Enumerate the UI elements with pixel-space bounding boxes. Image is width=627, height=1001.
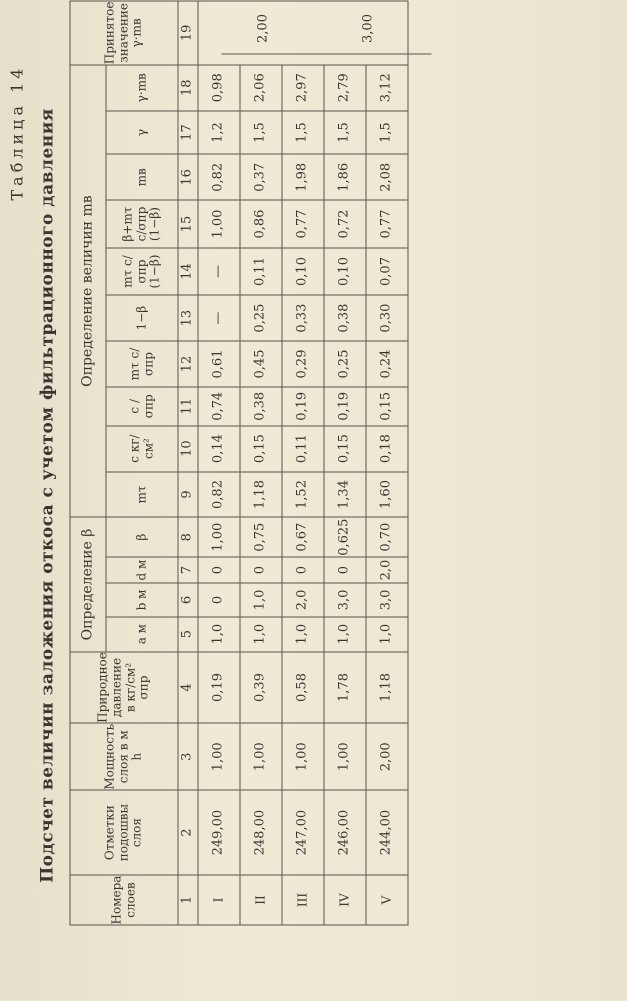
header-pressure-b: в кг/см² σпр: [123, 662, 151, 713]
cell-elevation: 244,00: [366, 790, 408, 875]
cell-d: 0: [324, 557, 366, 583]
header-gamma: γ: [106, 111, 178, 155]
cell-thickness: 1,00: [324, 723, 366, 790]
col-number: 16: [178, 154, 198, 200]
cell-product: 0,11: [240, 248, 282, 295]
cell-product: 0,07: [366, 248, 408, 295]
header-a: a м: [106, 617, 178, 652]
cell-a: 1,0: [282, 617, 324, 652]
col-number: 3: [178, 723, 198, 790]
table-label: Таблица 14: [7, 64, 27, 201]
header-group-row: [70, 1, 106, 925]
header-mt-c-sigma: mτ c/σпр: [106, 341, 178, 387]
col-number: 4: [178, 652, 198, 724]
col-number: 5: [178, 617, 198, 652]
group-m: Определение величин mв: [70, 65, 106, 518]
cell-mt-c-sigma: 0,45: [240, 341, 282, 387]
col-number: 2: [178, 790, 198, 875]
cell-one-minus-beta: 0,38: [324, 295, 366, 341]
col-number: 13: [178, 295, 198, 341]
cell-product: 0,10: [282, 248, 324, 295]
header-product: mτ c/σпр (1−β): [106, 248, 178, 295]
cell-mt: 1,60: [366, 472, 408, 518]
table-title: Подсчет величин заложения откоса с учетом фильтрационного давления: [37, 108, 58, 883]
cell-one-minus-beta: 0,25: [240, 295, 282, 341]
cell-c: 0,14: [198, 426, 240, 472]
rotated-page: [0, 1, 627, 1001]
cell-mt: 1,18: [240, 472, 282, 518]
cell-gamma: 1,5: [282, 111, 324, 155]
col-number: 8: [178, 517, 198, 557]
cell-pressure: 1,18: [366, 652, 408, 724]
cell-mt-c-sigma: 0,24: [366, 341, 408, 387]
table-row: [240, 1, 282, 925]
cell-d: 0: [198, 557, 240, 583]
cell-a: 1,0: [198, 617, 240, 652]
cell-mt: 1,52: [282, 472, 324, 518]
cell-mt-c-sigma: 0,25: [324, 341, 366, 387]
layer-number: III: [282, 875, 324, 925]
cell-thickness: 1,00: [240, 723, 282, 790]
cell-gamma: 1,5: [366, 111, 408, 155]
header-d: d м: [106, 557, 178, 583]
col-number: 7: [178, 557, 198, 583]
cell-gamma-mv: 3,12: [366, 65, 408, 111]
header-pressure-a: Природное давление: [95, 652, 124, 723]
cell-mv: 1,98: [282, 154, 324, 200]
cell-c-sigma: 0,19: [324, 387, 366, 426]
cell-elevation: 247,00: [282, 790, 324, 875]
cell-mv: 0,82: [198, 154, 240, 200]
cell-thickness: 2,00: [366, 723, 408, 790]
cell-d: 2,0: [366, 557, 408, 583]
header-gamma-mv: γ·mв: [106, 65, 178, 111]
cell-sum: 0,72: [324, 200, 366, 248]
cell-elevation: 249,00: [198, 790, 240, 875]
cell-b: 1,0: [240, 583, 282, 616]
cell-sum: 1,00: [198, 200, 240, 248]
cell-pressure: 0,39: [240, 652, 282, 724]
header-accepted-b: γ·mв: [129, 18, 144, 48]
cell-gamma-mv: 0,98: [198, 65, 240, 111]
cell-thickness: 1,00: [198, 723, 240, 790]
cell-b: 3,0: [324, 583, 366, 616]
cell-product: —: [198, 248, 240, 295]
cell-a: 1,0: [240, 617, 282, 652]
cell-mv: 2,08: [366, 154, 408, 200]
header-c-sigma: c / σпр: [106, 387, 178, 426]
header-sum: β+mτ c/σпр (1−β): [106, 200, 178, 248]
cell-product: 0,10: [324, 248, 366, 295]
cell-b: 0: [198, 583, 240, 616]
header-c: c кг/см²: [106, 426, 178, 472]
header-elevation: Отметки подошвы слоя: [70, 790, 178, 875]
cell-sum: 0,77: [366, 200, 408, 248]
cell-gamma-mv: 2,06: [240, 65, 282, 111]
header-one-minus-beta: 1−β: [106, 295, 178, 341]
col-number: 15: [178, 200, 198, 248]
data-table: [70, 1, 409, 926]
header-mv: mв: [106, 154, 178, 200]
header-layer-number: Номера слоев: [70, 875, 178, 925]
col-number: 12: [178, 341, 198, 387]
cell-pressure: 0,19: [198, 652, 240, 724]
cell-c: 0,18: [366, 426, 408, 472]
column-number-row: [178, 1, 198, 925]
cell-b: 3,0: [366, 583, 408, 616]
cell-elevation: 248,00: [240, 790, 282, 875]
col-number: 11: [178, 387, 198, 426]
col-number: 6: [178, 583, 198, 616]
layer-number: IV: [324, 875, 366, 925]
header-thickness-a: Мощность слоя в м: [102, 723, 131, 790]
cell-d: 0: [282, 557, 324, 583]
header-mt: mτ: [106, 472, 178, 518]
cell-c-sigma: 0,38: [240, 387, 282, 426]
cell-beta: 0,75: [240, 517, 282, 557]
cell-d: 0: [240, 557, 282, 583]
cell-beta: 0,67: [282, 517, 324, 557]
cell-c-sigma: 0,19: [282, 387, 324, 426]
header-accepted-a: Принятое значение: [102, 1, 131, 65]
cell-mt: 0,82: [198, 472, 240, 518]
cell-c-sigma: 0,74: [198, 387, 240, 426]
cell-gamma-mv: 2,97: [282, 65, 324, 111]
header-accepted: [70, 1, 178, 65]
table-row: [282, 1, 324, 925]
cell-one-minus-beta: 0,30: [366, 295, 408, 341]
col-number: 14: [178, 248, 198, 295]
col-number: 9: [178, 472, 198, 518]
cell-c: 0,15: [240, 426, 282, 472]
cell-sum: 0,86: [240, 200, 282, 248]
col-number: 17: [178, 111, 198, 155]
cell-mt-c-sigma: 0,29: [282, 341, 324, 387]
table-row: [366, 1, 408, 925]
layer-number: V: [366, 875, 408, 925]
cell-one-minus-beta: —: [198, 295, 240, 341]
cell-gamma: 1,5: [240, 111, 282, 155]
cell-a: 1,0: [366, 617, 408, 652]
cell-a: 1,0: [324, 617, 366, 652]
col-number: 10: [178, 426, 198, 472]
col-number: 18: [178, 65, 198, 111]
cell-sum: 0,77: [282, 200, 324, 248]
cell-pressure: 0,58: [282, 652, 324, 724]
table-row: [324, 1, 366, 925]
cell-beta: 1,00: [198, 517, 240, 557]
layer-number: I: [198, 875, 240, 925]
cell-mv: 1,86: [324, 154, 366, 200]
header-pressure: [70, 652, 178, 724]
cell-beta: 0,625: [324, 517, 366, 557]
cell-beta: 0,70: [366, 517, 408, 557]
cell-elevation: 246,00: [324, 790, 366, 875]
col-number: 19: [178, 1, 198, 65]
cell-mt-c-sigma: 0,61: [198, 341, 240, 387]
cell-gamma: 1,2: [198, 111, 240, 155]
cell-one-minus-beta: 0,33: [282, 295, 324, 341]
cell-thickness: 1,00: [282, 723, 324, 790]
accepted-value-2: 3,00: [306, 4, 432, 55]
group-beta: Определение β: [70, 517, 106, 651]
header-b: b м: [106, 583, 178, 616]
cell-gamma: 1,5: [324, 111, 366, 155]
cell-pressure: 1,78: [324, 652, 366, 724]
layer-number: II: [240, 875, 282, 925]
cell-c: 0,11: [282, 426, 324, 472]
header-thickness: [70, 723, 178, 790]
cell-mv: 0,37: [240, 154, 282, 200]
cell-gamma-mv: 2,79: [324, 65, 366, 111]
cell-c: 0,15: [324, 426, 366, 472]
header-beta: β: [106, 517, 178, 557]
header-thickness-b: h: [129, 752, 144, 761]
cell-mt: 1,34: [324, 472, 366, 518]
cell-c-sigma: 0,15: [366, 387, 408, 426]
accepted-value-1: 2,00: [222, 4, 306, 55]
cell-b: 2,0: [282, 583, 324, 616]
col-number: 1: [178, 875, 198, 925]
table-row: [198, 1, 240, 925]
